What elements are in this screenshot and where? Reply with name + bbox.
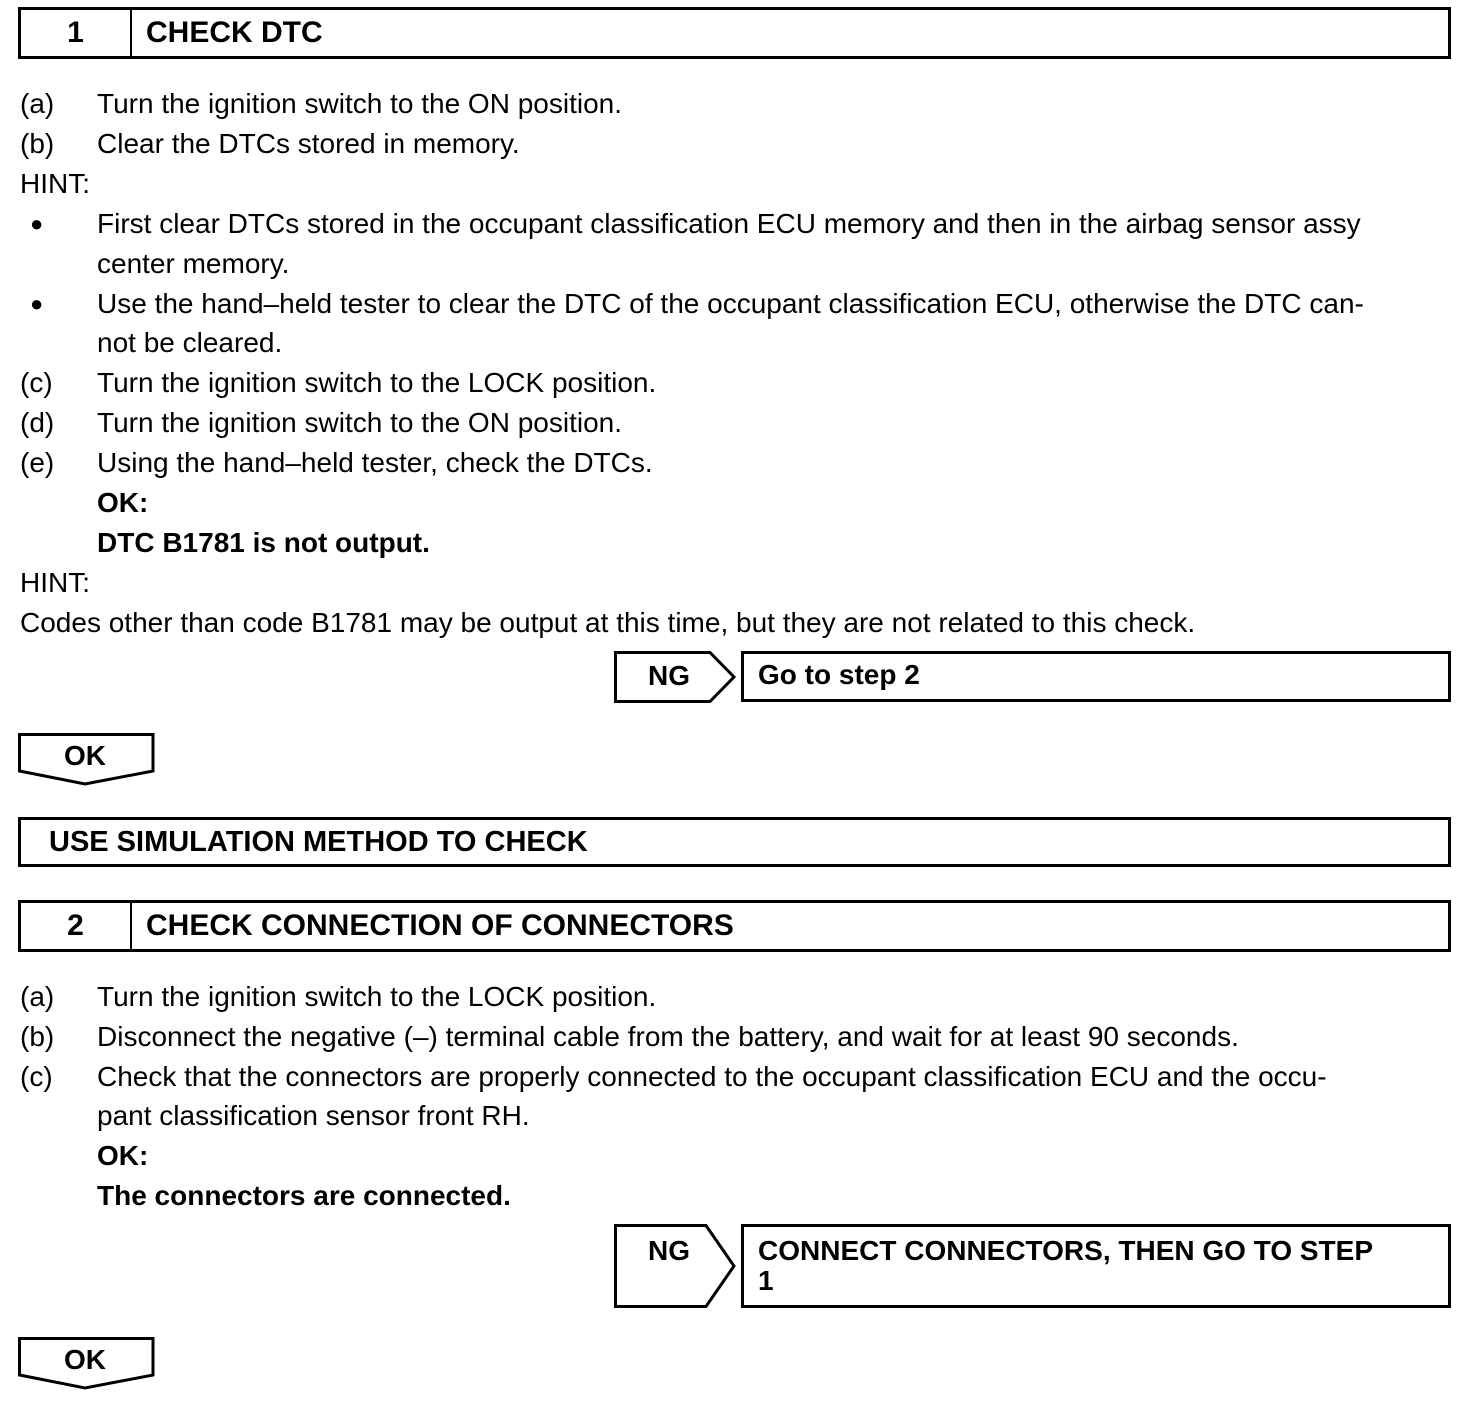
bullet-icon: ●: [30, 211, 44, 236]
ng-result-text: CONNECT CONNECTORS, THEN GO TO STEP: [758, 1235, 1374, 1266]
bullet-text: not be cleared.: [97, 327, 283, 358]
step-number: 1: [21, 10, 132, 56]
item-label: (c): [20, 1061, 53, 1092]
ok-condition-text: DTC B1781 is not output.: [97, 527, 430, 558]
item-label: (e): [20, 447, 55, 478]
hint-text: Codes other than code B1781 may be output at this time, but they are not related to this check.: [20, 607, 1196, 638]
item-label: (a): [20, 981, 55, 1012]
item-text: Clear the DTCs stored in memory.: [97, 128, 520, 159]
ok-condition-text: The connectors are connected.: [97, 1180, 511, 1211]
ok-arrow: [18, 733, 156, 787]
item-label: (b): [20, 1021, 55, 1052]
item-label: (b): [20, 128, 55, 159]
bullet-text: center memory.: [97, 248, 290, 279]
ng-result-text: Go to step 2: [758, 659, 920, 690]
step-2-header: [18, 900, 1451, 952]
item-label: (c): [20, 367, 53, 398]
bullet-text: First clear DTCs stored in the occupant classification ECU memory and then in the airbag sensor assy: [97, 208, 1361, 239]
ng-label: NG: [648, 1235, 690, 1266]
ng-result-box: [741, 651, 1451, 702]
step-1-header: [18, 7, 1451, 59]
simulation-banner: [18, 817, 1451, 867]
item-text: Using the hand–held tester, check the DTCs.: [97, 447, 653, 478]
step-number: 2: [21, 903, 132, 949]
item-text: Turn the ignition switch to the ON position.: [97, 88, 622, 119]
item-text: Turn the ignition switch to the LOCK position.: [97, 367, 657, 398]
ok-condition-label: OK:: [97, 1140, 149, 1171]
item-label: (d): [20, 407, 55, 438]
ng-label: NG: [648, 660, 690, 691]
hint-label: HINT:: [20, 168, 90, 199]
item-text: Turn the ignition switch to the ON position.: [97, 407, 622, 438]
ok-condition-label: OK:: [97, 487, 149, 518]
ok-arrow: [18, 1337, 156, 1391]
ng-result-text: 1: [758, 1265, 774, 1296]
step-title: CHECK DTC: [146, 16, 323, 49]
item-text: pant classification sensor front RH.: [97, 1100, 530, 1131]
item-text: Disconnect the negative (–) terminal cable from the battery, and wait for at least 90 seconds.: [97, 1021, 1239, 1052]
ok-arrow-label: OK: [64, 740, 106, 771]
ng-result-box: [741, 1224, 1451, 1308]
item-text: Turn the ignition switch to the LOCK position.: [97, 981, 657, 1012]
item-label: (a): [20, 88, 55, 119]
step-title: CHECK CONNECTION OF CONNECTORS: [146, 909, 734, 942]
hint-label: HINT:: [20, 567, 90, 598]
bullet-text: Use the hand–held tester to clear the DTC of the occupant classification ECU, otherwise the DTC can-: [97, 288, 1364, 319]
item-text: Check that the connectors are properly connected to the occupant classification ECU and the occu-: [97, 1061, 1327, 1092]
ok-arrow-label: OK: [64, 1344, 106, 1375]
bullet-icon: ●: [30, 291, 44, 316]
banner-text: USE SIMULATION METHOD TO CHECK: [49, 826, 588, 858]
